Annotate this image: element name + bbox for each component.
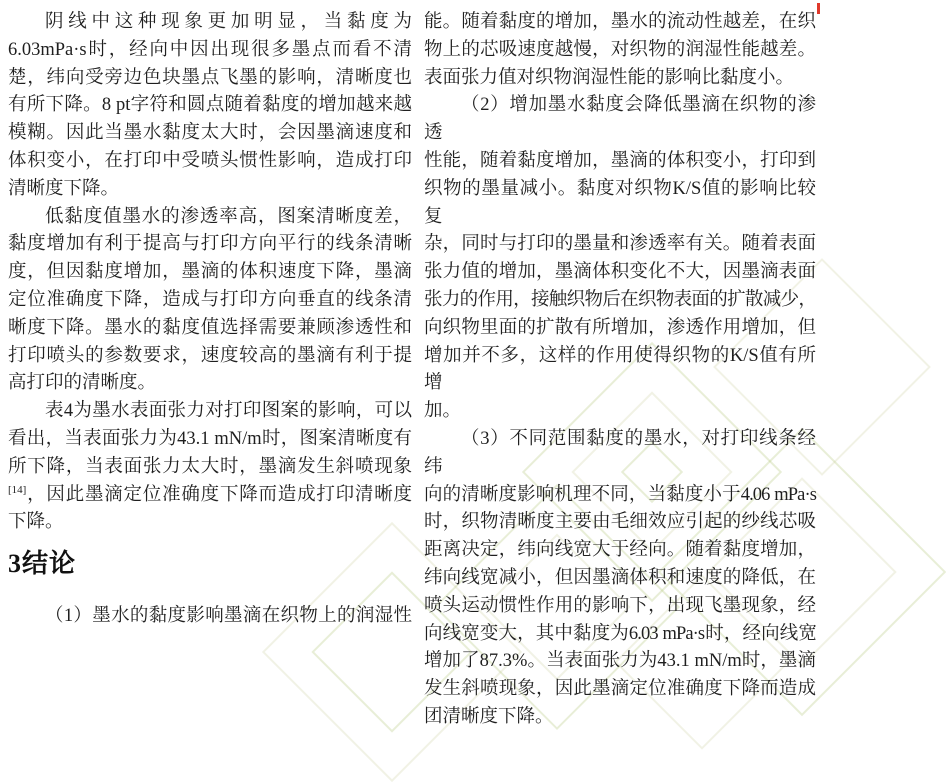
text-line: 发生斜喷现象，因此墨滴定位准确度下降而造成 [424, 679, 816, 700]
text-line: 低黏度值墨水的渗透率高，图案清晰度差， [45, 206, 412, 227]
citation-superscript: [14] [8, 483, 27, 496]
text-line: 增加并不多，这样的作用使得织物的K/S值有所增 [424, 345, 816, 394]
text-line: 打印喷头的参数要求，速度较高的墨滴有利于提 [8, 345, 412, 366]
text-line: 清晰度下降。 [8, 178, 120, 199]
text-line: 表4为墨水表面张力对打印图案的影响，可以 [45, 401, 412, 422]
text-line: 距离决定，纬向线宽大于经向。随着黏度增加， [424, 540, 816, 561]
section-heading: 3结论 [8, 549, 77, 579]
text-line: 表面张力值对织物润湿性能的影响比黏度小。 [424, 67, 795, 88]
right-column-lines [424, 9, 816, 732]
two-column-layout [8, 9, 816, 732]
text-line: 定位准确度下降，造成与打印方向垂直的线条清 [8, 289, 412, 310]
text-line: 纬向线宽减小，但因墨滴体积和速度的降低，在 [424, 567, 816, 588]
text-line: 张力值的增加，墨滴体积变化不大，因墨滴表面 [424, 262, 816, 283]
text-line: 楚，纬向受旁边色块墨点飞墨的影响，清晰度也 [8, 67, 412, 88]
text-line: 阴线中这种现象更加明显，当黏度为 [45, 12, 412, 32]
text-line: 物上的芯吸速度越慢，对织物的润湿性能越差。 [424, 39, 816, 60]
text-line: 团清晰度下降。 [424, 706, 554, 727]
text-line: 度，但因黏度增加，墨滴的体积速度下降，墨滴 [8, 262, 412, 283]
text-line: 加。 [424, 401, 462, 422]
left-column-lines-top [8, 9, 412, 537]
text-line: 向织物里面的扩散有所增加，渗透作用增加，但 [424, 317, 816, 338]
text-line: 6.03mPa·s时，经向中因出现很多墨点而看不清 [8, 39, 412, 60]
text-line: （1）墨水的黏度影响墨滴在织物上的润湿性 [45, 606, 412, 627]
text-line: 有所下降。8 pt字符和圆点随着黏度的增加越来越 [8, 95, 412, 116]
text-line: 看出，当表面张力为43.1 mN/m时，图案清晰度有 [8, 428, 412, 449]
text-line: 织物的墨量减小。黏度对织物K/S值的影响比较复 [424, 178, 816, 227]
text-line: 杂，同时与打印的墨量和渗透率有关。随着表面 [424, 234, 816, 255]
text-line: （3）不同范围黏度的墨水，对打印线条经纬 [424, 428, 816, 477]
text-line: 能。随着黏度的增加，墨水的流动性越差，在织 [424, 12, 816, 32]
text-line: 晰度下降。墨水的黏度值选择需要兼顾渗透性和 [8, 317, 412, 338]
text-line: 体积变小，在打印中受喷头惯性影响，造成打印 [8, 150, 412, 171]
left-column-lines-bottom [8, 603, 412, 631]
right-column [424, 9, 816, 732]
text-line: （2）增加墨水黏度会降低墨滴在织物的渗透 [424, 95, 816, 144]
text-line: 性能，随着黏度增加，墨滴的体积变小，打印到 [424, 150, 816, 171]
red-edge-mark [817, 3, 820, 14]
text-line: 高打印的清晰度。 [8, 373, 157, 394]
text-line: 时，织物清晰度主要由毛细效应引起的纱线芯吸 [424, 512, 816, 533]
text-line: 所下降，当表面张力太大时，墨滴发生斜喷现象 [8, 456, 412, 477]
text-line: 黏度增加有利于提高与打印方向平行的线条清晰 [8, 234, 412, 255]
text-line: 模糊。因此当墨水黏度太大时，会因墨滴速度和 [8, 123, 412, 144]
text-line: 张力的作用，接触织物后在织物表面的扩散减少， [424, 289, 816, 310]
text-line: 增加了87.3%。当表面张力为43.1 mN/m时，墨滴 [424, 651, 816, 672]
text-line: 向线宽变大，其中黏度为6.03 mPa·s时，经向线宽 [424, 623, 816, 644]
left-column [8, 9, 412, 732]
text-line: 喷头运动惯性作用的影响下，出现飞墨现象，经 [424, 595, 816, 616]
text-line: [14]，因此墨滴定位准确度下降而造成打印清晰度 [8, 483, 412, 505]
text-line: 下降。 [8, 512, 64, 533]
text-line: 向的清晰度影响机理不同，当黏度小于4.06 mPa·s [424, 484, 816, 505]
